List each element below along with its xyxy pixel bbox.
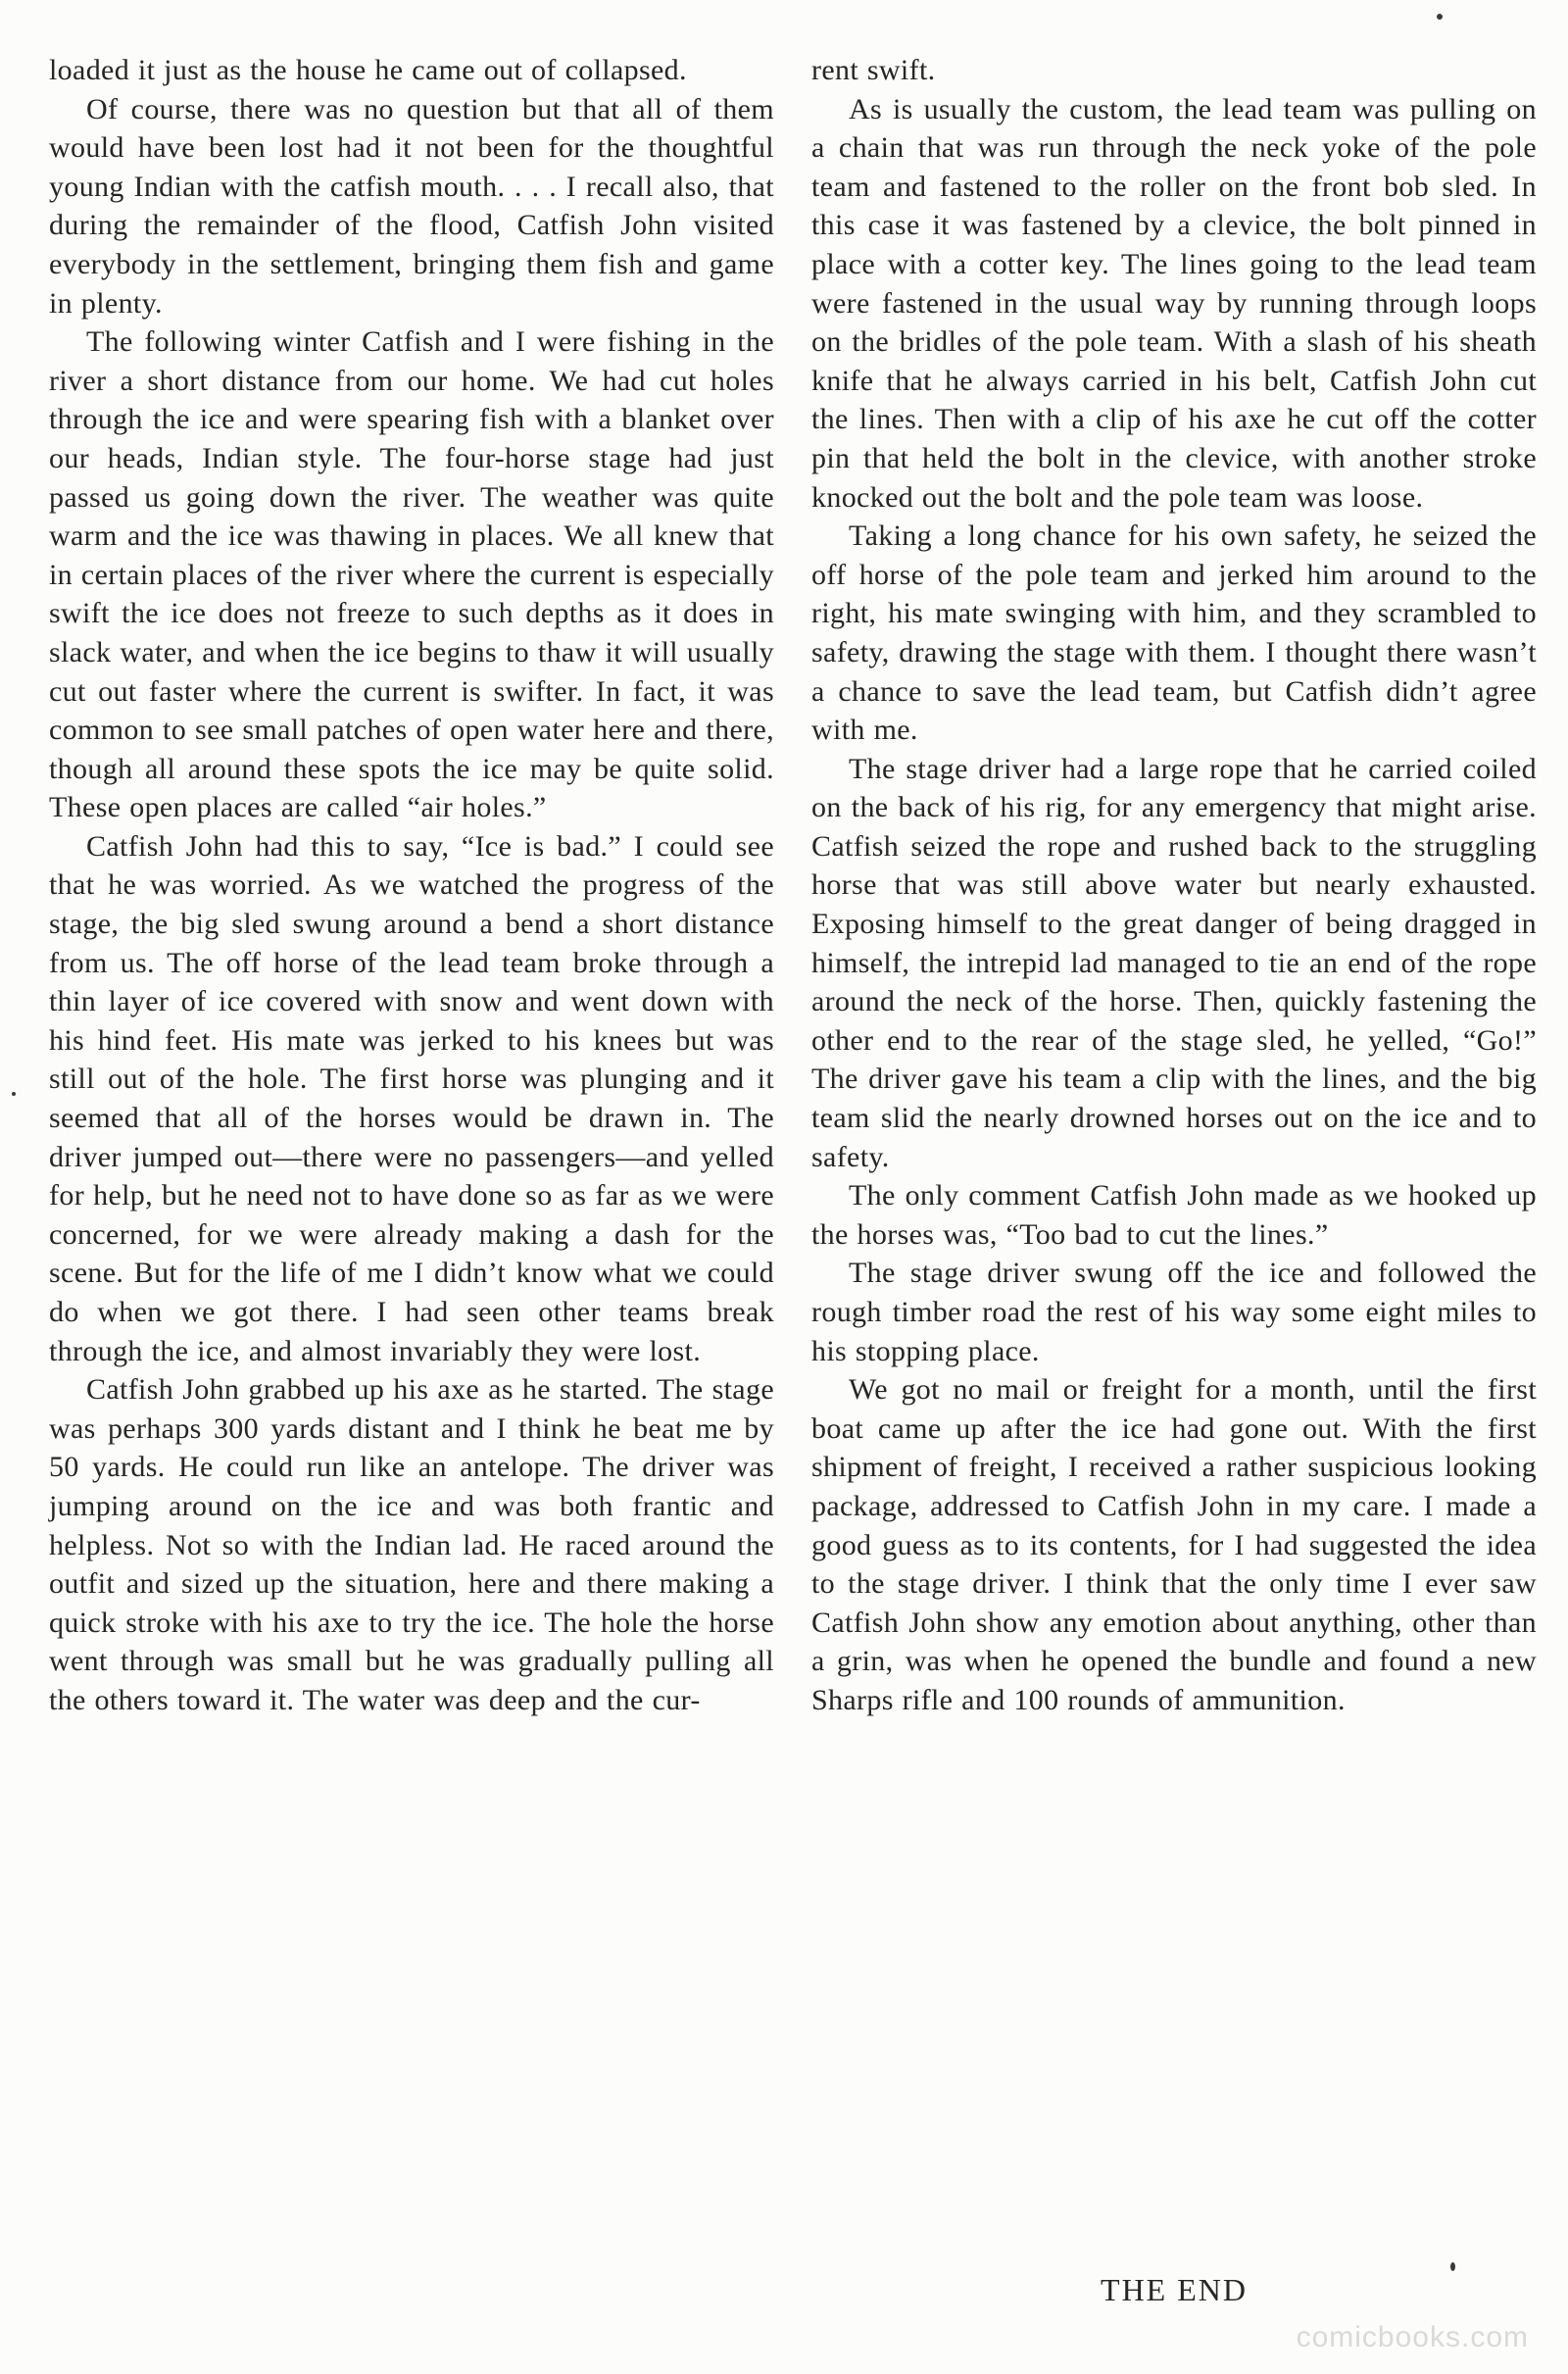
paragraph: Of course, there was no question but that all of them would have been lost had it not been for the thoughtful young Indian with the catfish mouth. . . . I recall also, that during the remainder of the flood, Catfish John visited everybody in the settlement, bringing them fish and game in plenty. — [49, 92, 774, 320]
print-speck — [1437, 14, 1443, 20]
paragraph: As is usually the custom, the lead team was pulling on a chain that was run through the neck yoke of the pole team and fastened to the roller on the front bob sled. In this case it was fastened by a clevice, the bolt pinned in place with a cotter key. The lines going to the lead team were fastened in the usual way by running through loops on the bridles of the pole team. With a slash of his sheath knife that he always carried in his belt, Catfish John cut the lines. Then with a clip of his axe he cut off the cotter pin that held the bolt in the clevice, with another stroke knocked out the bolt and the pole team was loose. — [811, 92, 1537, 514]
right-text-column — [811, 51, 1537, 1720]
print-speck — [1450, 2262, 1455, 2271]
paragraph: Taking a long chance for his own safety, he seized the off horse of the pole team and jerked him around to the right, his mate swinging with him, and they scrambled to safety, drawing the stage with them. I thought there wasn’t a chance to save the lead team, but Catfish didn’t agree with me. — [811, 519, 1537, 747]
paragraph: The following winter Catfish and I were fishing in the river a short distance from our home. We had cut holes through the ice and were spearing fish with a blanket over our heads, Indian style. The four-horse stage had just passed us going down the river. The weather was quite warm and the ice was thawing in places. We all knew that in certain places of the river where the current is especially swift the ice does not freeze to such depths as it does in slack water, and when the ice begins to thaw it will usually cut out faster where the current is swifter. In fact, it was common to see small patches of open water here and there, though all around these spots the ice may be quite solid. These open places are called “air holes.” — [49, 325, 774, 824]
site-watermark: comicbooks.com — [1296, 2321, 1529, 2353]
paragraph: We got no mail or freight for a month, until the first boat came up after the ice had gone out. With the first shipment of freight, I received a rather suspicious looking package, addressed to Catfish John in my care. I made a good guess as to its contents, for I had suggested the idea to the stage driver. I think that the only time I ever saw Catfish John show any emotion about anything, other than a grin, was when he opened the bundle and found a new Sharps rifle and 100 rounds of ammunition. — [811, 1373, 1537, 1716]
paragraph: Catfish John had this to say, “Ice is bad.” I could see that he was worried. As we watched the progress of the stage, the big sled swung around a bend a short distance from us. The off horse of the lead team broke through a thin layer of ice covered with snow and went down with his hind feet. His mate was jerked to his knees but was still out of the hole. The first horse was plunging and it seemed that all of the horses would be drawn in. The driver jumped out—there were no passengers—and yelled for help, but he need not to have done so as far as we were concerned, for we were already making a dash for the scene. But for the life of me I didn’t know what we could do when we got there. I had seen other teams break through the ice, and almost invariably they were lost. — [49, 829, 774, 1367]
paragraph: rent swift. — [811, 54, 936, 86]
print-speck — [12, 1092, 16, 1096]
paragraph: The stage driver had a large rope that he carried coiled on the back of his rig, for any emergency that might arise. Catfish seized the rope and rushed back to the struggling horse that was still above water but nearly exhausted. Exposing himself to the great danger of being dragged in himself, the intrepid lad managed to tie an end of the rope around the neck of the horse. Then, quickly fastening the other end to the rear of the stage sled, he yelled, “Go!” The driver gave his team a clip with the lines, and the big team slid the nearly drowned horses out on the ice and to safety. — [811, 752, 1537, 1173]
paragraph: The stage driver swung off the ice and followed the rough timber road the rest of his way some eight miles to his stopping place. — [811, 1257, 1537, 1367]
paragraph: loaded it just as the house he came out of collapsed. — [49, 54, 687, 86]
left-text-column — [49, 51, 774, 1720]
paragraph: Catfish John grabbed up his axe as he started. The stage was perhaps 300 yards distant and I think he beat me by 50 yards. He could run like an antelope. The driver was jumping around on the ice and was both frantic and helpless. Not so with the Indian lad. He raced around the outfit and sized up the situation, here and there making a quick stroke with his axe to try the ice. The hole the horse went through was small but he was gradually pulling all the others toward it. The water was deep and the cur- — [49, 1373, 774, 1716]
paragraph: The only comment Catfish John made as we hooked up the horses was, “Too bad to cut the lines.” — [811, 1179, 1537, 1251]
story-ending: THE END — [1101, 2272, 1248, 2307]
